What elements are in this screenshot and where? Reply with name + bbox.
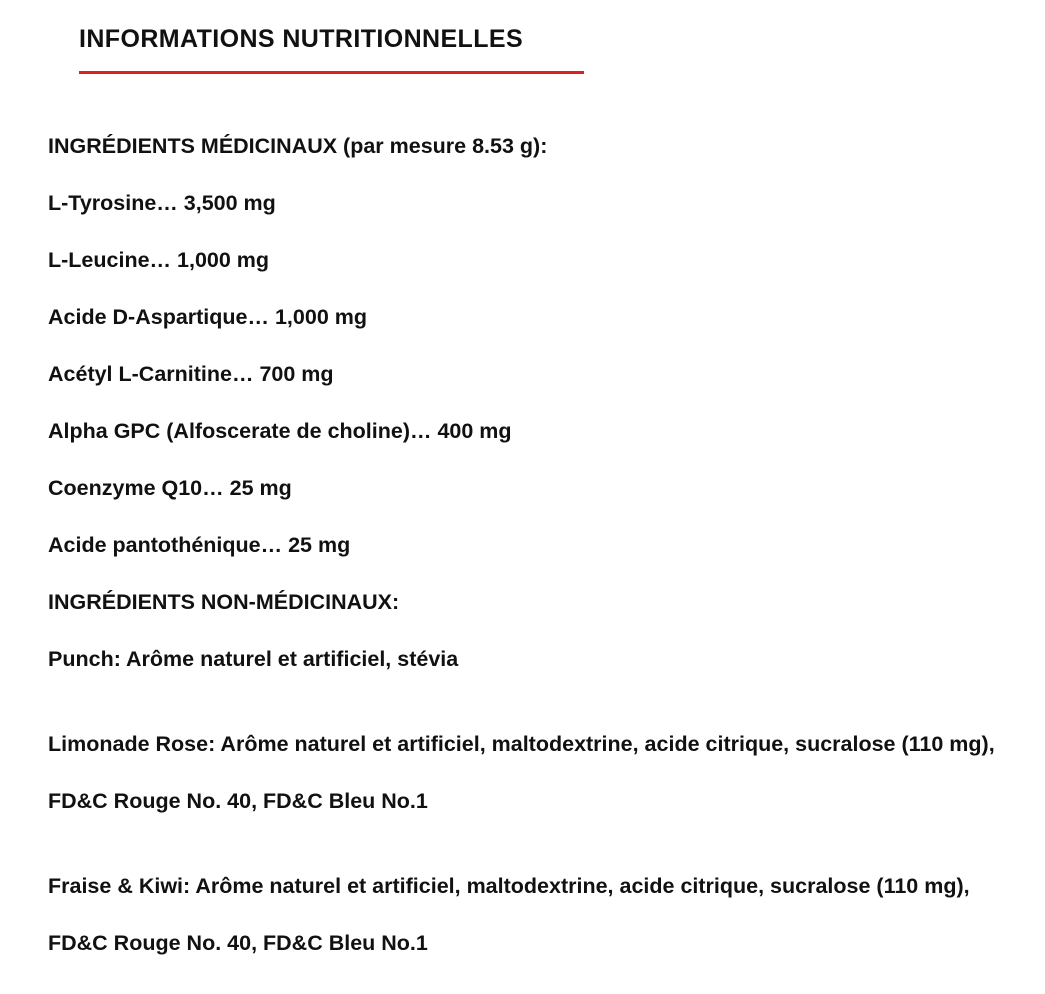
flavour-limonade-rose: Limonade Rose: Arôme naturel et artificiel, maltodextrine, acide citrique, sucralose (110 mg), FD&C Rouge No. 40, FD&C Bleu No.1 — [48, 732, 995, 813]
medicinal-ingredient-item: Acide pantothénique… 25 mg — [48, 533, 351, 557]
paragraph-spacer — [48, 688, 1008, 716]
medicinal-ingredients-heading: INGRÉDIENTS MÉDICINAUX (par mesure 8.53 g): — [48, 134, 548, 158]
paragraph-spacer — [48, 830, 1008, 858]
medicinal-ingredient-item: L-Leucine… 1,000 mg — [48, 248, 270, 272]
page-title: INFORMATIONS NUTRITIONNELLES — [79, 25, 524, 53]
medicinal-ingredient-item: Acétyl L-Carnitine… 700 mg — [48, 362, 334, 386]
title-underline-rule — [79, 71, 584, 74]
medicinal-ingredient-item: Coenzyme Q10… 25 mg — [48, 476, 292, 500]
page-edge — [1039, 0, 1045, 994]
flavour-fraise-kiwi: Fraise & Kiwi: Arôme naturel et artificiel, maltodextrine, acide citrique, sucralose (110 mg), FD&C Rouge No. 40, FD&C Bleu No.1 — [48, 874, 970, 955]
medicinal-ingredient-item: Acide D-Aspartique… 1,000 mg — [48, 305, 368, 329]
ingredients-body — [48, 118, 1008, 972]
flavour-punch: Punch: Arôme naturel et artificiel, stévia — [48, 647, 459, 671]
medicinal-ingredient-item: Alpha GPC (Alfoscerate de choline)… 400 mg — [48, 419, 512, 443]
medicinal-ingredient-item: L-Tyrosine… 3,500 mg — [48, 191, 276, 215]
non-medicinal-ingredients-heading: INGRÉDIENTS NON-MÉDICINAUX: — [48, 590, 400, 614]
